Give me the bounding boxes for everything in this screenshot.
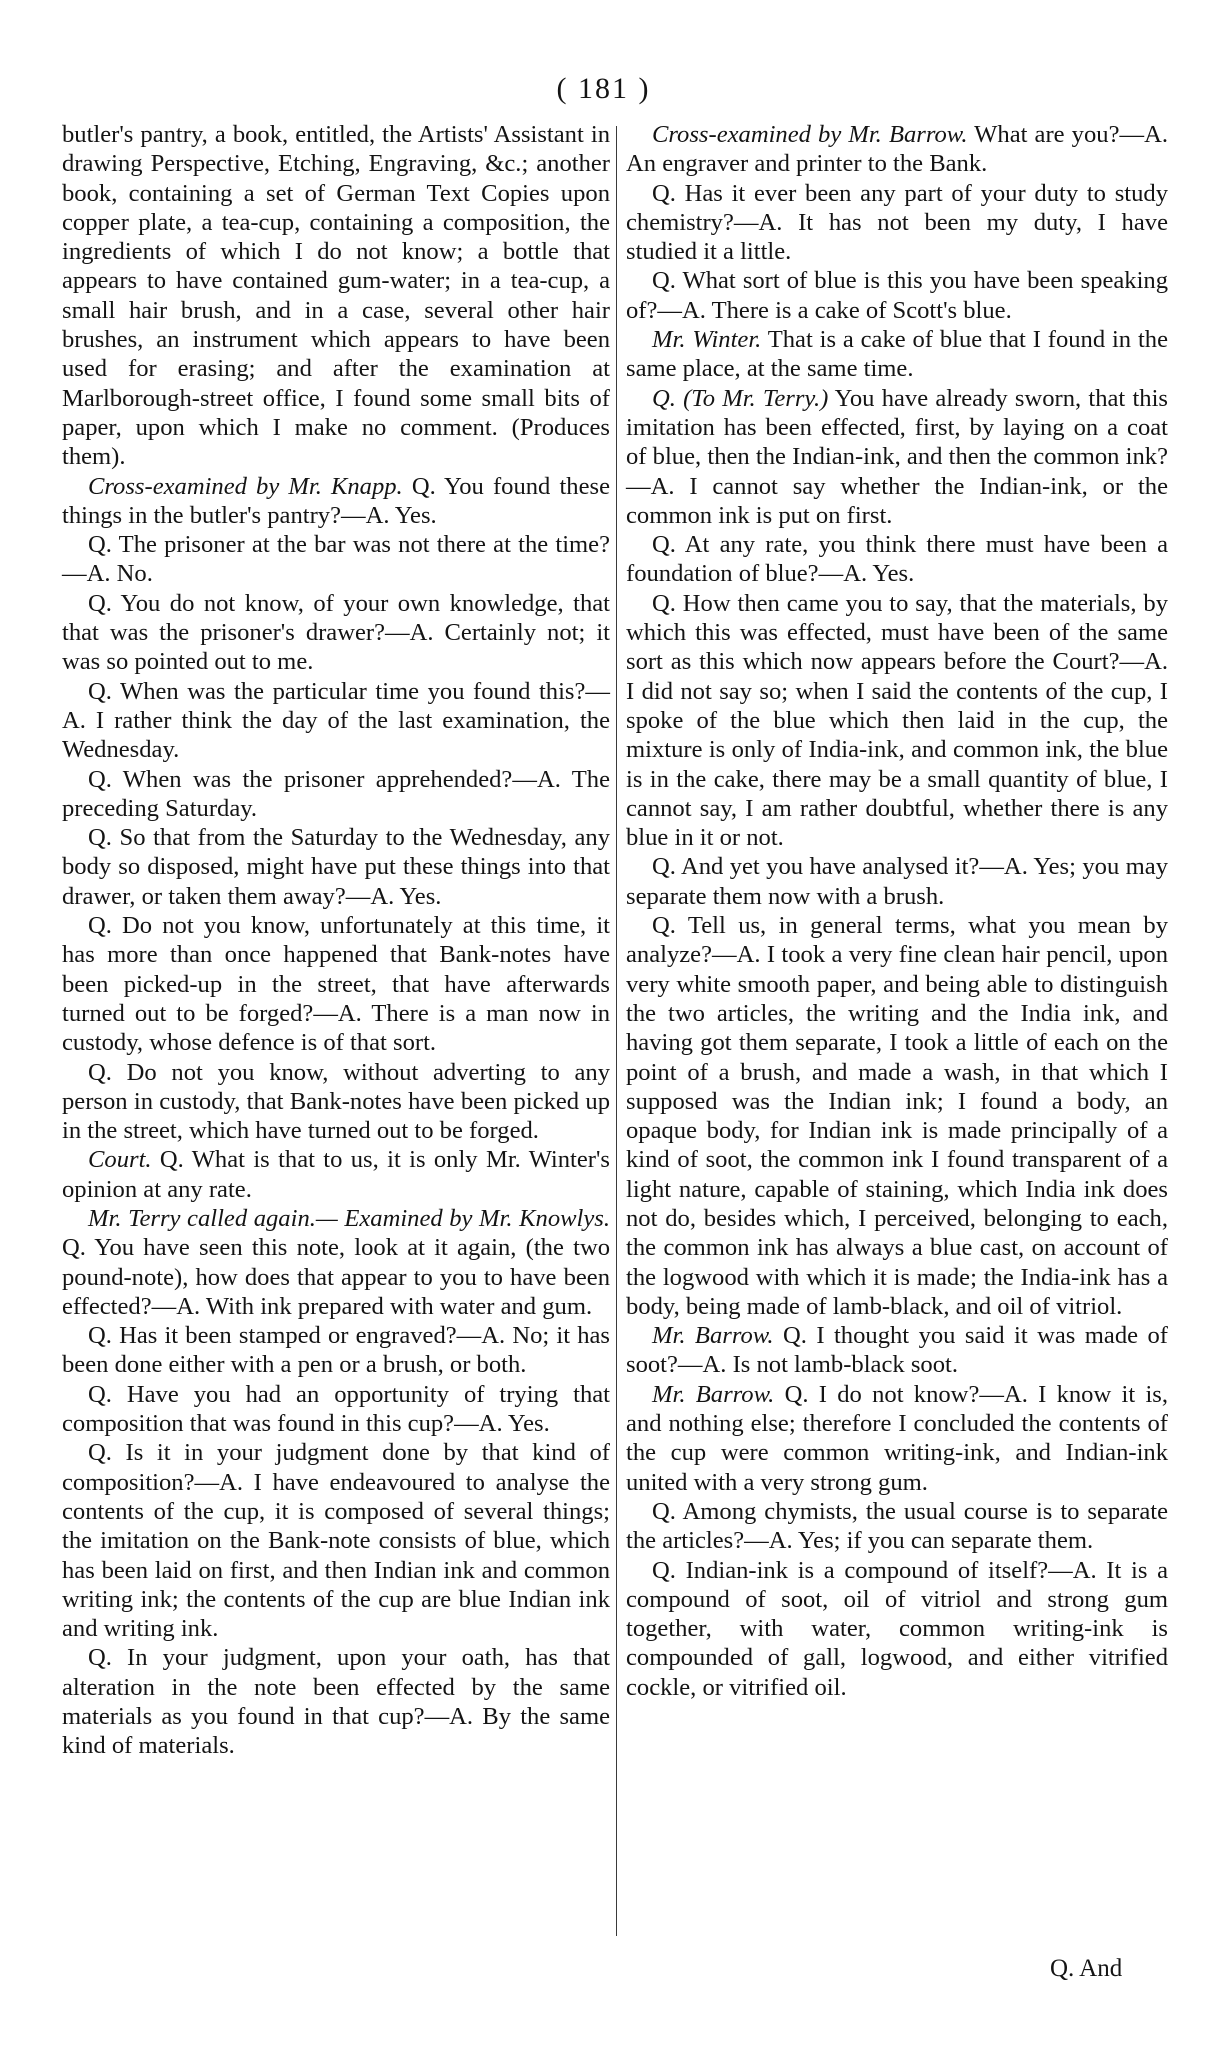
paragraph — [62, 1145, 610, 1204]
speaker: Mr. Winter. — [652, 326, 762, 354]
paragraph — [62, 1438, 610, 1643]
paragraph-text: Q. Do not you know, unfortunately at this time, it has more than once happened that Bank-notes have been picked-up in the street, that have afterwards turned out to be forged?—A. There is a man now in custody, whose defence is of that sort. — [62, 912, 610, 1057]
paragraph-text: Q. You found these things in the butler's pantry?—A. Yes. — [62, 472, 610, 529]
paragraph-text: Q. You do not know, of your own knowledge, that that was the prisoner's drawer?—A. Certainly not; it was so pointed out to me. — [62, 589, 610, 676]
catchword: Q. And — [1050, 1955, 1123, 1982]
paragraph — [62, 1321, 610, 1380]
paragraph — [62, 1380, 610, 1439]
paragraph — [62, 677, 610, 765]
speaker: Mr. Barrow. — [652, 1380, 775, 1408]
paragraph — [62, 589, 610, 677]
paragraph — [626, 384, 1168, 530]
paragraph — [626, 852, 1168, 911]
paragraph-text: That is a cake of blue that I found in the same place, at the same time. — [626, 326, 1168, 383]
speaker: Court. — [88, 1146, 152, 1174]
paragraph-text: Q. So that from the Saturday to the Wednesday, any body so disposed, might have put these things into that drawer, or taken them away?—A. Yes. — [62, 824, 610, 910]
paragraph-text: Q. How then came you to say, that the materials, by which this was effected, must have been of the same sort as this which now appears before the Court?—A. I did not say so; when I said the contents of the cup, I spoke of the blue which then laid in the cup, the mixture is only of India-ink, and common ink, the blue is in the cake, there may be a small quantity of blue, I cannot say, I am rather doubtful, whether there is any blue in it or not. — [626, 589, 1168, 852]
paragraph — [626, 530, 1168, 589]
paragraph-text: Q. Tell us, in general terms, what you mean by analyze?—A. I took a very fine clean hair pencil, upon very white smooth paper, and being able to distinguish the two articles, the writing and the India ink, and having got them separate, I took a little of each on the point of a brush, and made a wash, in that which I supposed was the Indian ink; I found a body, an opaque body, for Indian ink is made principally of a kind of soot, the common ink I found transparent of a light nature, capable of staining, which India ink does not do, besides which, I perceived, belonging to each, the common ink has always a blue cast, on account of the logwood with which it is made; the India-ink has a body, being made of lamb-black, and oil of vitriol. — [626, 912, 1168, 1320]
paragraph-text: Q. When was the particular time you found this?—A. I rather think the day of the last examination, the Wednesday. — [62, 677, 610, 764]
paragraph-text: Q. You have seen this note, look at it again, (the two pound-note), how does that appear to you to have been effected?—A. With ink prepared with water and gum. — [62, 1234, 610, 1320]
paragraph-text: Q. What sort of blue is this you have been speaking of?—A. There is a cake of Scott's blue. — [626, 267, 1168, 324]
column-divider — [616, 126, 617, 1936]
right-column — [626, 120, 1168, 1702]
paragraph-text: You have already sworn, that this imitation has been effected, first, by laying on a coat of blue, then the Indian-ink, and then the common ink?—A. I cannot say whether the Indian-ink, or the common ink is put on first. — [626, 384, 1168, 529]
paragraph — [626, 1556, 1168, 1702]
paragraph — [626, 1321, 1168, 1380]
speaker: Mr. Terry called again.— Examined by Mr. Knowlys. — [88, 1204, 610, 1232]
paragraph — [62, 1204, 610, 1321]
paragraph — [62, 530, 610, 589]
paragraph-text: butler's pantry, a book, entitled, the Artists' Assistant in drawing Perspective, Etching, Engraving, &c.; another book, containing a set of German Text Copies upon copper plate, a tea-cup, containing a composition, the ingredients of which I do not know; a bottle that appears to have contained gum-water; in a tea-cup, a small hair brush, and in a case, several other hair brushes, an instrument which appears to have been used for erasing; and after the examination at Marlborough-street office, I found some small bits of paper, upon which I make no comment. (Produces them). — [62, 121, 610, 471]
left-column — [62, 120, 610, 1761]
paragraph-text: Q. I do not know?—A. I know it is, and nothing else; therefore I concluded the contents of the cup were common writing-ink, and Indian-ink united with a very strong gum. — [626, 1380, 1168, 1496]
paragraph-text: Q. Is it in your judgment done by that kind of composition?—A. I have endeavoured to analyse the contents of the cup, it is composed of several things; the imitation on the Bank-note consists of blue, which has been laid on first, and then Indian ink and common writing ink; the contents of the cup are blue Indian ink and writing ink. — [62, 1439, 610, 1643]
paragraph-text: Q. Among chymists, the usual course is to separate the articles?—A. Yes; if you can separate them. — [626, 1497, 1168, 1555]
paragraph-text: Q. When was the prisoner apprehended?—A. The preceding Saturday. — [62, 765, 610, 822]
paragraph-text: Q. I thought you said it was made of soot?—A. Is not lamb-black soot. — [626, 1322, 1168, 1379]
paragraph — [62, 911, 610, 1057]
paragraph-text: What are you?—A. An engraver and printer to the Bank. — [626, 121, 1168, 178]
page-number: ( 181 ) — [556, 72, 651, 105]
paragraph-text: Q. Do not you know, without adverting to any person in custody, that Bank-notes have been picked up in the street, which have turned out to be forged. — [62, 1058, 610, 1145]
speaker: Cross-examined by Mr. Barrow. — [652, 121, 968, 148]
paragraph — [62, 1058, 610, 1146]
paragraph-text: Q. And yet you have analysed it?—A. Yes; you may separate them now with a brush. — [626, 853, 1168, 910]
paragraph — [626, 1497, 1168, 1556]
paragraph-text: Q. In your judgment, upon your oath, has that alteration in the note been effected by the same materials as you found in that cup?—A. By the same kind of materials. — [62, 1644, 610, 1760]
paragraph — [626, 911, 1168, 1321]
paragraph — [62, 472, 610, 531]
speaker: Q. (To Mr. Terry.) — [652, 384, 829, 412]
paragraph — [626, 120, 1168, 179]
paragraph — [62, 120, 610, 472]
paragraph — [626, 325, 1168, 384]
paragraph-text: Q. Have you had an opportunity of trying that composition that was found in this cup?—A. Yes. — [62, 1380, 610, 1438]
paragraph — [62, 765, 610, 824]
speaker: Cross-examined by Mr. Knapp. — [88, 472, 403, 500]
paragraph — [626, 589, 1168, 853]
paragraph-text: Q. At any rate, you think there must have been a foundation of blue?—A. Yes. — [626, 531, 1168, 588]
paragraph-text: Q. Has it been stamped or engraved?—A. No; it has been done either with a pen or a brush, or both. — [62, 1322, 610, 1379]
paragraph — [626, 266, 1168, 325]
paragraph-text: Q. The prisoner at the bar was not there at the time?—A. No. — [62, 531, 610, 588]
paragraph-text: Q. Indian-ink is a compound of itself?—A. It is a compound of soot, oil of vitriol and strong gum together, with water, common writing-ink is compounded of gall, logwood, and either vitrified cockle, or vitrified oil. — [626, 1556, 1168, 1701]
paragraph-text: Q. What is that to us, it is only Mr. Winter's opinion at any rate. — [62, 1146, 610, 1203]
paragraph — [62, 823, 610, 911]
paragraph-text: Q. Has it ever been any part of your duty to study chemistry?—A. It has not been my duty, I have studied it a little. — [626, 179, 1168, 266]
paragraph — [626, 1380, 1168, 1497]
paragraph — [62, 1643, 610, 1760]
paragraph — [626, 179, 1168, 267]
speaker: Mr. Barrow. — [652, 1322, 774, 1350]
